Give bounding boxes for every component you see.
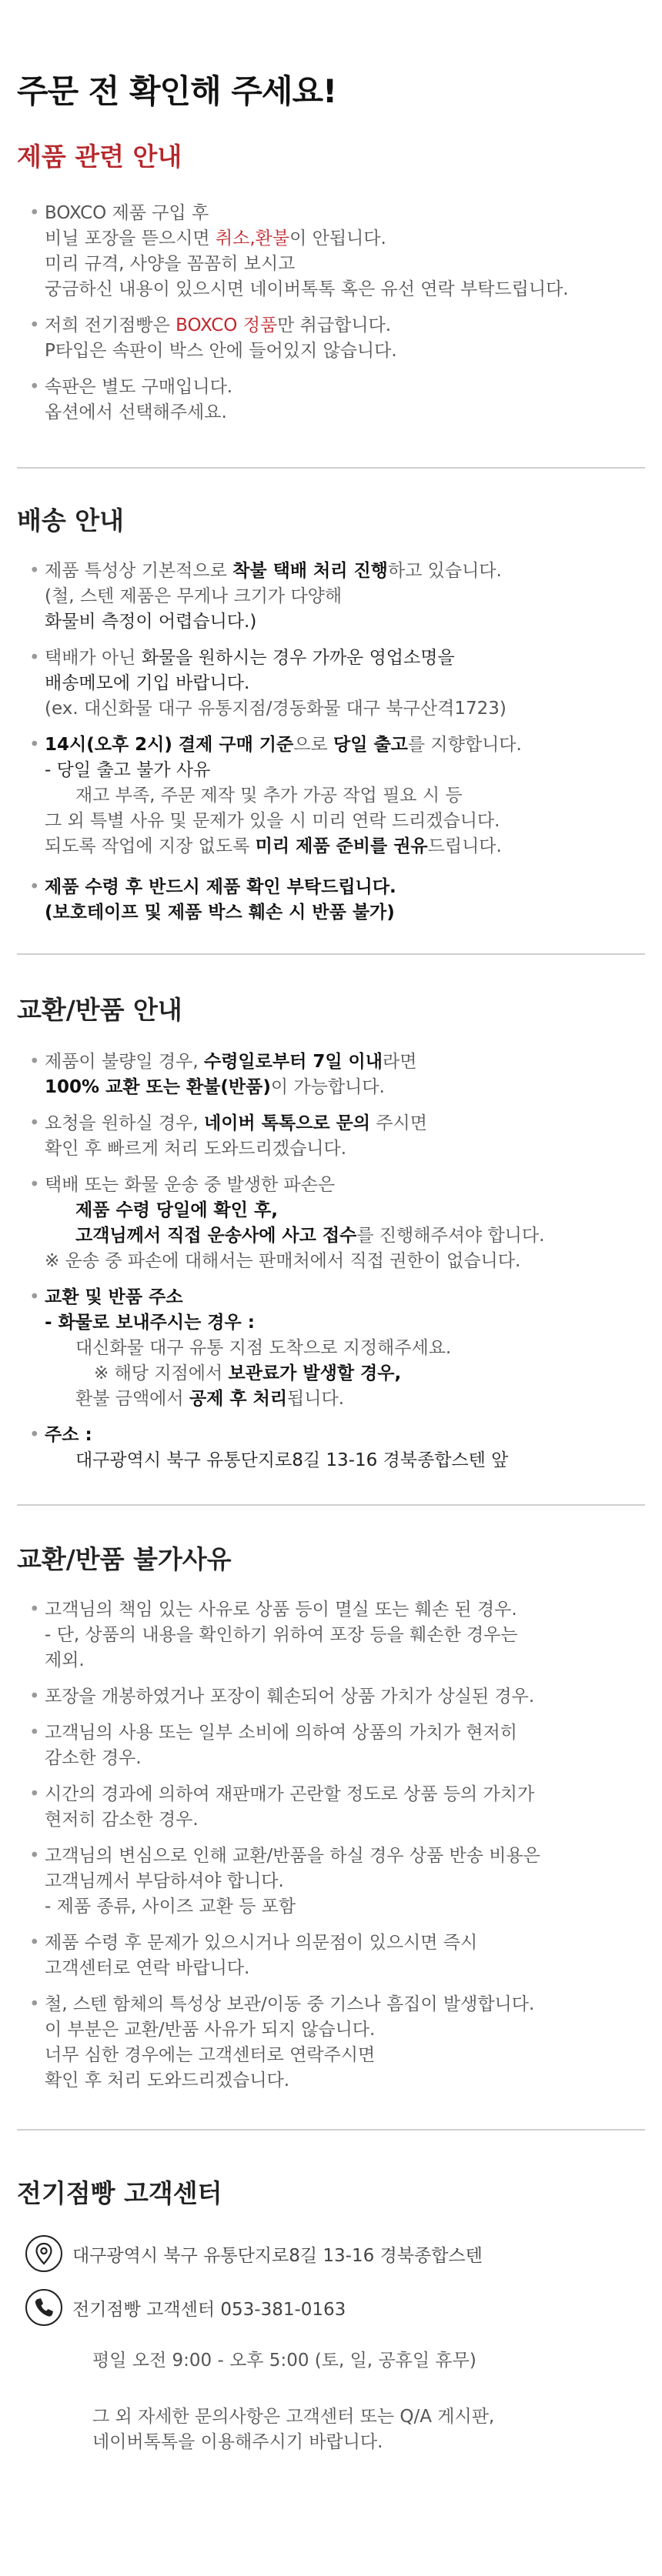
delivery-section bbox=[17, 501, 645, 926]
product-heading: 제품 관련 안내 bbox=[17, 142, 182, 172]
cs-section bbox=[17, 2174, 645, 2455]
list-item: • 택배 또는 화물 운송 중 발생한 파손은 제품 수령 당일에 확인 후, 고객님께서 직접 운송사에 사고 접수를 진행해주셔야 합니다. ※ 운송 중 파손에 대해서는 판매처에서 직접 권한이 없습니다. bbox=[25, 1173, 645, 1274]
list-item: • 요청을 원하실 경우, 네이버 톡톡으로 문의 주시면 확인 후 빠르게 처리 도와드리겠습니다. bbox=[25, 1111, 645, 1162]
list-item: • BOXCO 제품 구입 후 비닐 포장을 뜯으시면 취소,환불이 안됩니다. 미리 규격, 사양을 꼼꼼히 보시고 궁금하신 내용이 있으시면 네이버톡톡 혹은 유선 연락 부탁드립니다. bbox=[25, 201, 645, 302]
list-item: • 제품 수령 후 반드시 제품 확인 부탁드립니다. (보호테이프 및 제품 박스 훼손 시 반품 불가) bbox=[25, 875, 645, 926]
list-item: • 택배가 아닌 화물을 원하시는 경우 가까운 영업소명을 배송메모에 기입 바랍니다. (ex. 대신화물 대구 유통지점/경동화물 대구 북구산격1723) bbox=[25, 646, 645, 722]
list-item: • 포장을 개봉하였거나 포장이 훼손되어 상품 가치가 상실된 경우. bbox=[25, 1684, 645, 1710]
list-item: • 주소 : 대구광역시 북구 유통단지로8길 13-16 경북종합스텐 앞 bbox=[25, 1423, 645, 1473]
list-item: • 속판은 별도 구매입니다. 옵션에서 선택해주세요. bbox=[25, 375, 645, 425]
list-item: • 고객님의 책임 있는 사유로 상품 등이 멸실 또는 훼손 된 경우. - 단, 상품의 내용을 확인하기 위하여 포장 등을 훼손한 경우는 제외. bbox=[25, 1597, 645, 1673]
list-item: • 교환 및 반품 주소 - 화물로 보내주시는 경우 : 대신화물 대구 유통 지점 도착으로 지정해주세요. ※ 해당 지점에서 보관료가 발생할 경우, 환불 금액에서 공제 후 처리됩니다. bbox=[25, 1285, 645, 1412]
exchange-heading: 교환/반품 안내 bbox=[17, 995, 182, 1025]
divider bbox=[17, 1504, 645, 1506]
cs-address-row bbox=[25, 2234, 645, 2273]
cs-hours: 평일 오전 9:00 - 오후 5:00 (토, 일, 공휴일 휴무) bbox=[92, 2351, 476, 2371]
cs-phone[interactable]: 전기점빵 고객센터 053-381-0163 bbox=[72, 2299, 346, 2320]
phone-icon bbox=[25, 2288, 63, 2327]
list-item: • 14시(오후 2시) 결제 구매 기준으로 당일 출고를 지향합니다. - 당일 출고 불가 사유 재고 부족, 주문 제작 및 추가 가공 작업 필요 시 등 그 외 특별 사유 및 문제가 있을 시 미리 연락 드리겠습니다. 되도록 작업에 지장 없도록 미리 제품 준비를 권유드립니다. bbox=[25, 732, 645, 859]
list-item: • 고객님의 변심으로 인해 교환/반품을 하실 경우 상품 반송 비용은 고객님께서 부담하셔야 합니다. - 제품 종류, 사이즈 교환 등 포함 bbox=[25, 1844, 645, 1920]
exchange-list bbox=[25, 1049, 645, 1473]
cs-etc-line1: 그 외 자세한 문의사항은 고객센터 또는 Q/A 게시판, bbox=[92, 2407, 495, 2427]
list-item: • 시간의 경과에 의하여 재판매가 곤란할 정도로 상품 등의 가치가 현저히 감소한 경우. bbox=[25, 1782, 645, 1833]
cs-etc-line2: 네이버톡톡을 이용해주시기 바랍니다. bbox=[92, 2432, 383, 2452]
list-item: • 철, 스텐 함체의 특성상 보관/이동 중 기스나 흠집이 발생합니다. 이 부분은 교환/반품 사유가 되지 않습니다. 너무 심한 경우에는 고객센터로 연락주시면 확인 후 처리 도와드리겠습니다. bbox=[25, 1992, 645, 2094]
list-item: • 제품이 불량일 경우, 수령일로부터 7일 이내라면 100% 교환 또는 환불(반품)이 가능합니다. bbox=[25, 1049, 645, 1100]
list-item: • 고객님의 사용 또는 일부 소비에 의하여 상품의 가치가 현저히 감소한 경우. bbox=[25, 1720, 645, 1771]
list-item: • 제품 수령 후 문제가 있으시거나 의문점이 있으시면 즉시 고객센터로 연락 바랍니다. bbox=[25, 1930, 645, 1981]
location-pin-icon bbox=[25, 2234, 63, 2273]
delivery-heading: 배송 안내 bbox=[17, 506, 125, 536]
divider bbox=[17, 467, 645, 469]
page-title: 주문 전 확인해 주세요! bbox=[17, 72, 337, 110]
exchange-section bbox=[17, 990, 645, 1473]
list-item: • 제품 특성상 기본적으로 착불 택배 처리 진행하고 있습니다. (철, 스텐 제품은 무게나 크기가 다양해 화물비 측정이 어렵습니다.) bbox=[25, 559, 645, 635]
list-item: • 저희 전기점빵은 BOXCO 정품만 취급합니다. P타입은 속판이 박스 안에 들어있지 않습니다. bbox=[25, 313, 645, 364]
delivery-list bbox=[25, 559, 645, 926]
noexchange-section bbox=[17, 1540, 645, 2094]
noexchange-heading: 교환/반품 불가사유 bbox=[17, 1544, 232, 1574]
divider bbox=[17, 953, 645, 955]
product-section bbox=[17, 137, 645, 425]
noexchange-list bbox=[25, 1597, 645, 2094]
cs-phone-row bbox=[25, 2288, 645, 2327]
product-list bbox=[25, 201, 645, 425]
cs-address: 대구광역시 북구 유통단지로8길 13-16 경북종합스텐 bbox=[72, 2245, 483, 2266]
divider bbox=[17, 2129, 645, 2131]
cs-heading: 전기점빵 고객센터 bbox=[17, 2178, 222, 2208]
